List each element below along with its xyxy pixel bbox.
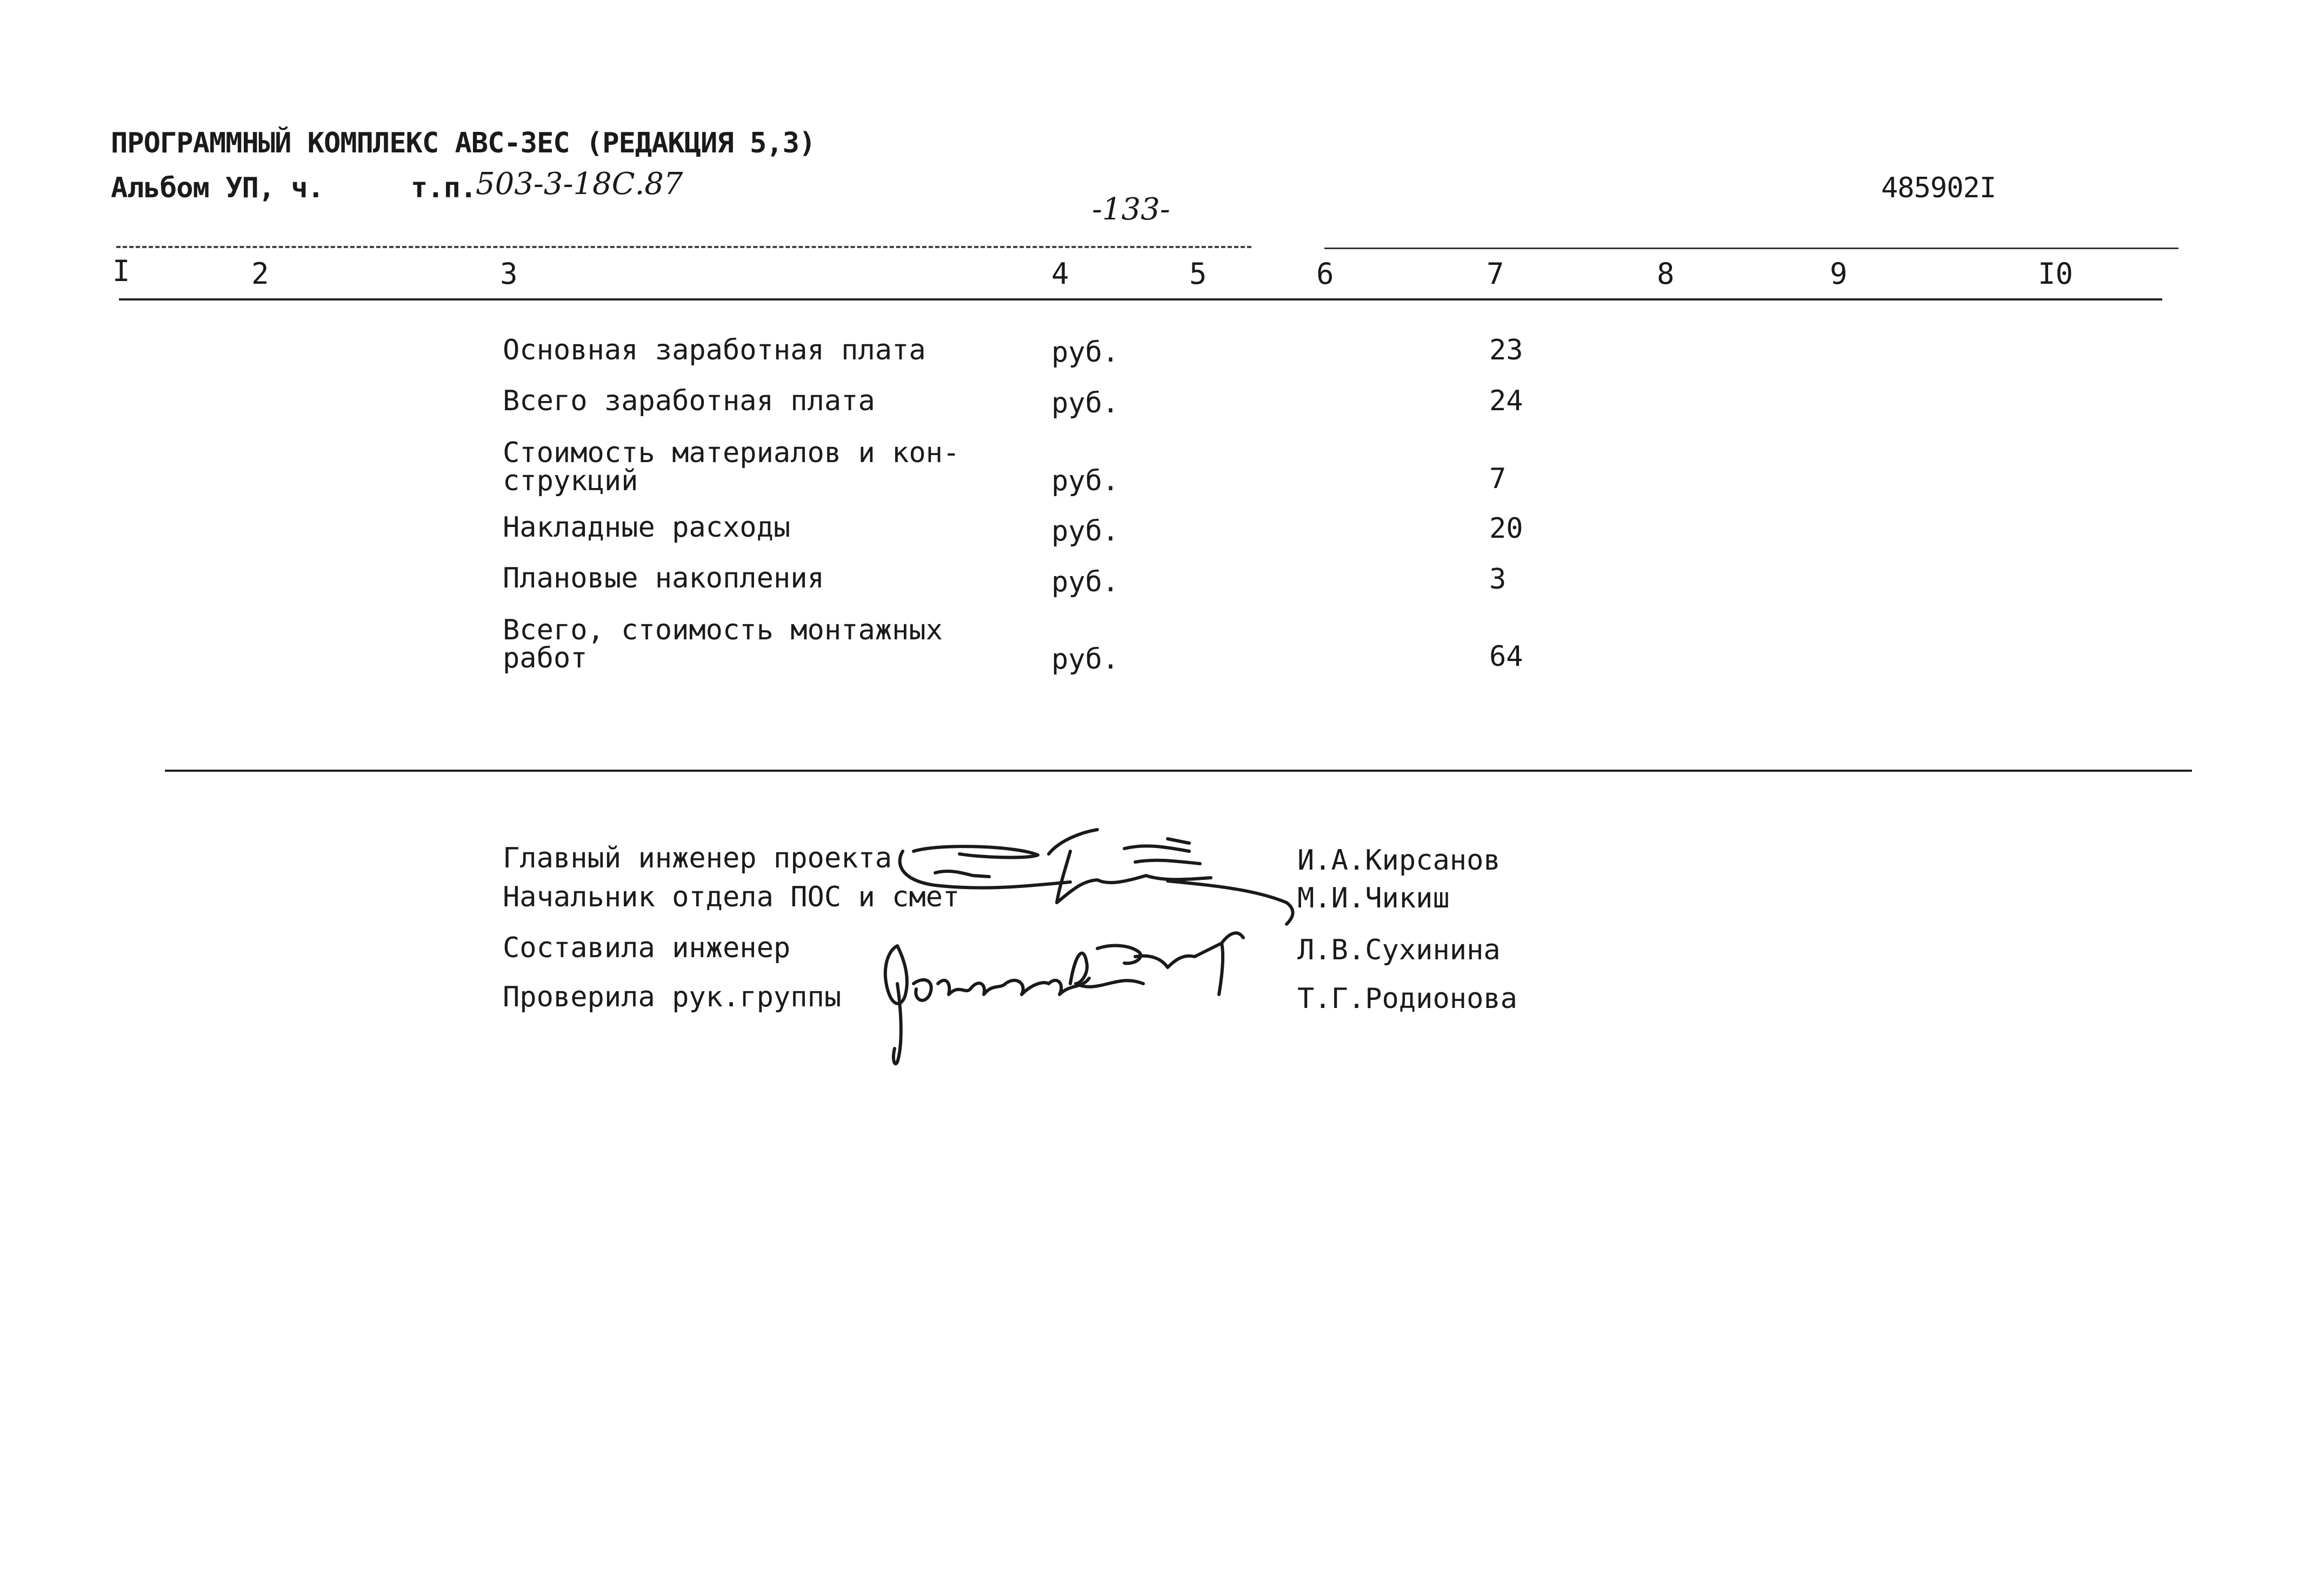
row-unit: руб. (1051, 643, 1119, 676)
signature-stroke (1168, 881, 1293, 924)
row-unit: руб. (1051, 515, 1119, 547)
col-number: 8 (1657, 257, 1675, 291)
row-unit: руб. (1051, 465, 1119, 497)
signature-stroke (900, 846, 1070, 888)
album-label: Альбом УП, ч. (111, 172, 324, 204)
col-number: 7 (1487, 257, 1504, 291)
signatory-role: Составила инженер (503, 932, 791, 964)
row-label: Всего заработная плата (503, 385, 875, 417)
row-value: 7 (1489, 463, 1507, 495)
signatory-name: М.И.Чикиш (1297, 882, 1450, 914)
row-unit: руб. (1051, 387, 1119, 419)
row-value: 23 (1489, 334, 1523, 366)
col-number: 6 (1316, 257, 1334, 291)
signature-stroke (935, 871, 989, 877)
signatory-role: Главный инженер проекта (503, 842, 892, 874)
row-label: Накладные расходы (503, 511, 791, 544)
signature-stroke (1097, 933, 1243, 994)
handwritten-signatures (843, 822, 1384, 1070)
row-label: Всего, стоимость монтажных работ (503, 614, 943, 675)
document-number: 485902I (1881, 172, 1996, 204)
row-unit: руб. (1051, 336, 1119, 369)
row-unit: руб. (1051, 566, 1119, 598)
signatory-role: Начальник отдела ПОС и смет (503, 881, 960, 913)
tp-label: т.п. (411, 172, 477, 204)
signatory-name: Л.В.Сухинина (1297, 934, 1501, 966)
program-title: ПРОГРАММНЫЙ КОМПЛЕКС АВС-ЗЕС (РЕДАКЦИЯ 5,3) (111, 127, 816, 159)
signature-stroke (1124, 839, 1200, 864)
row-label: Основная заработная плата (503, 334, 926, 366)
column-header-rule (119, 298, 2162, 300)
signatory-name: И.А.Кирсанов (1297, 844, 1501, 877)
col-number: I0 (2038, 257, 2074, 291)
row-value: 20 (1489, 512, 1523, 545)
col-number: 2 (251, 257, 269, 291)
signature-stroke (885, 946, 907, 1064)
row-value: 3 (1489, 563, 1507, 596)
col-number: 3 (500, 257, 518, 291)
row-value: 24 (1489, 385, 1523, 417)
col-number: 9 (1830, 257, 1848, 291)
header-dashed-rule (116, 246, 1251, 248)
page-number: -133- (1092, 192, 1170, 227)
header-top-rule (1324, 248, 2178, 249)
row-value: 64 (1489, 640, 1523, 673)
row-label: Стоимость материалов и кон- струкций (503, 437, 960, 497)
table-bottom-rule (165, 770, 2192, 772)
signatory-role: Проверила рук.группы (503, 981, 842, 1013)
col-number: I (112, 254, 130, 288)
row-label: Плановые накопления (503, 562, 824, 595)
tp-value: 503-3-18С.87 (476, 166, 683, 202)
signature-stroke (1049, 830, 1211, 903)
signature-stroke (914, 953, 1143, 1000)
col-number: 5 (1189, 257, 1207, 291)
signatory-name: Т.Г.Родионова (1297, 983, 1517, 1015)
col-number: 4 (1051, 257, 1069, 291)
